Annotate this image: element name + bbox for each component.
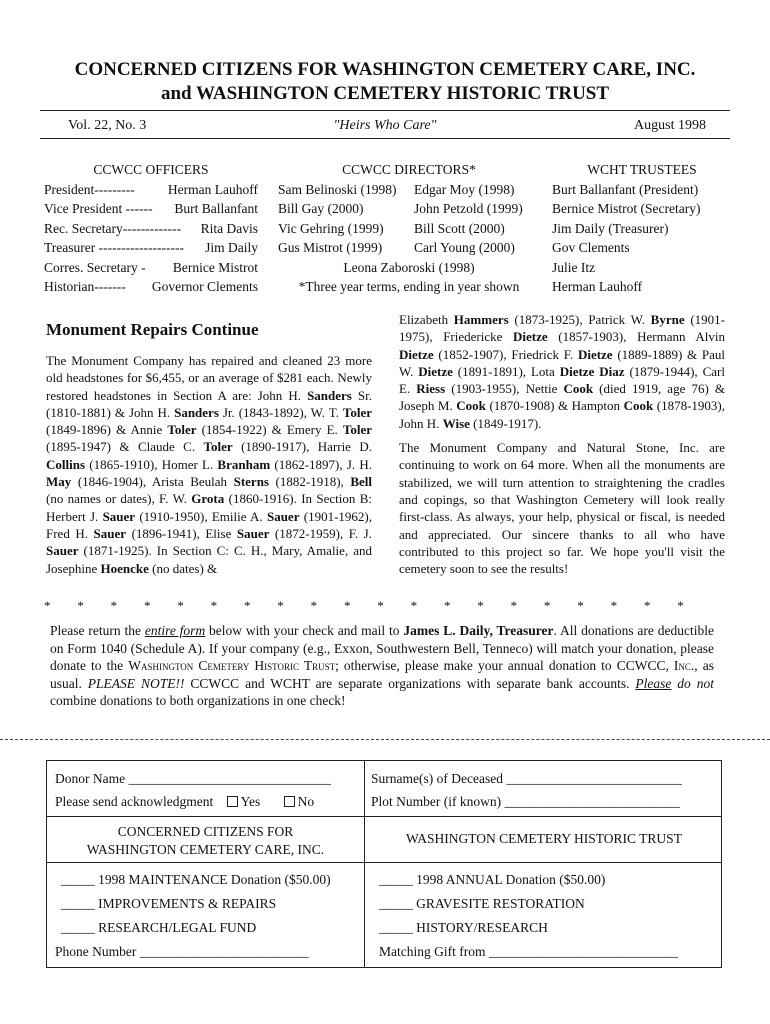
text-run: (died 1919, age 76) & Joseph M.: [399, 381, 725, 414]
text-run: (1870-1908) & Hampton: [485, 398, 624, 414]
italic-text: PLEASE NOTE!!: [87, 675, 185, 691]
history-research-option[interactable]: _____ HISTORY/RESEARCH: [379, 920, 548, 935]
small-caps-text: Washington Cemetery Historic Trust: [128, 658, 336, 673]
italic-text: do not: [671, 675, 714, 691]
officer-name: Bernice Mistrot: [172, 259, 258, 275]
bold-text: Toler: [342, 404, 373, 420]
separator-star: *: [310, 598, 318, 613]
separator-star: *: [443, 598, 451, 613]
text-run: (1901-1975), Friedericke: [399, 312, 725, 345]
ccwcc-heading-line1: CONCERNED CITIZENS FOR: [117, 824, 294, 839]
issue-date: August 1998: [634, 118, 706, 133]
bold-text: Dietze: [418, 363, 453, 379]
director-row: [278, 238, 540, 258]
text-run: CCWCC and WCHT are separate organizations with separate bank accounts.: [184, 675, 636, 691]
article-title: Monument Repairs Continue: [46, 320, 259, 339]
no-checkbox[interactable]: [284, 794, 315, 809]
plot-number-field[interactable]: Plot Number (if known) __________________________: [371, 794, 680, 809]
officer-role: Treasurer -------------------: [44, 240, 185, 255]
bold-text: Sanders: [174, 404, 219, 420]
text-run: (no dates) &: [148, 560, 218, 576]
meta-rule: [40, 138, 730, 139]
separator-star: *: [277, 598, 284, 613]
checkbox-icon: [284, 796, 295, 807]
article-paragraph: The Monument Company and Natural Stone, Inc. are continuing to work on 64 more. When all the monuments are stabilized, we will turn attention to straightening the cradles and copings, so that Washington Cemetery will look really first-class. As always, your help, physical or fiscal, is needed and appreciated. Our sincere thanks to all who have contributed to this project so far. We hope you'll visit the cemetery soon to see the results!: [399, 440, 725, 577]
phone-number-field[interactable]: Phone Number _________________________: [55, 944, 309, 959]
text-run: (1901-1962), Fred H.: [46, 508, 372, 541]
directors-column: [278, 160, 540, 297]
text-run: (1890-1917), Harrie D.: [232, 439, 373, 455]
text-run: (1849-1896) & Annie: [46, 422, 168, 438]
officer-row: [44, 219, 258, 239]
donation-notice: [50, 622, 714, 710]
bold-text: Byrne: [650, 312, 685, 327]
separator-star: *: [410, 598, 418, 613]
director-name: Carl Young (2000): [414, 240, 515, 255]
director-name: Bill Gay (2000): [278, 201, 364, 216]
separator-star: *: [643, 598, 651, 613]
bold-text: Dietze: [513, 329, 548, 345]
trustee-name: Julie Itz: [552, 259, 596, 275]
officers-heading: CCWCC OFFICERS: [93, 162, 209, 177]
matching-gift-field[interactable]: Matching Gift from ____________________________: [379, 944, 678, 959]
article-column-2: [399, 311, 725, 584]
directors-heading: CCWCC DIRECTORS*: [342, 162, 476, 177]
text-run: (1860-1916). In Section B: Herbert J.: [46, 491, 372, 524]
officer-role: President---------: [44, 181, 135, 197]
bold-text: Sterns: [233, 474, 269, 490]
surname-field[interactable]: Surname(s) of Deceased __________________________: [371, 771, 682, 786]
text-run: (1903-1955), Nettie: [445, 381, 564, 397]
separator-star: *: [243, 598, 251, 613]
annual-donation-option[interactable]: _____ 1998 ANNUAL Donation ($50.00): [379, 872, 606, 887]
officer-row: [44, 238, 258, 258]
separator-star: *: [143, 598, 151, 613]
bold-text: Sauer: [46, 543, 79, 559]
improvements-option[interactable]: _____ IMPROVEMENTS & REPAIRS: [61, 896, 277, 911]
director-name: Edgar Moy (1998): [414, 181, 515, 197]
officer-name: Governor Clements: [151, 279, 258, 294]
separator-star: *: [577, 598, 584, 613]
text-run: (1852-1907), Friedrick F.: [433, 346, 578, 362]
text-run: , as usual.: [50, 658, 714, 691]
bold-text: Bell: [350, 474, 372, 490]
text-run: (1879-1944), Carl E.: [399, 363, 725, 397]
separator-star: *: [677, 598, 684, 613]
separator-star: *: [44, 598, 51, 613]
officer-role: Vice President ------: [44, 201, 153, 216]
ccwcc-heading: [47, 823, 364, 859]
bold-text: Toler: [167, 422, 197, 438]
yes-checkbox[interactable]: [227, 794, 261, 809]
officer-name: Jim Daily: [205, 240, 258, 255]
separator-star: *: [377, 598, 384, 613]
trustees-heading: WCHT TRUSTEES: [587, 162, 697, 177]
bold-text: Sanders: [307, 387, 352, 403]
text-run: (no names or dates), F. W.: [46, 491, 192, 507]
bold-text: Hoencke: [100, 560, 149, 576]
trustee-name: Jim Daily (Treasurer): [552, 220, 669, 236]
header-rule: [40, 110, 730, 111]
gravesite-restoration-option[interactable]: _____ GRAVESITE RESTORATION: [379, 896, 585, 911]
underlined-text: Please: [635, 675, 672, 691]
text-run: combine donations to both organizations in one check!: [50, 693, 346, 708]
separator-star: *: [210, 598, 218, 613]
bold-text: James L. Daily, Treasurer: [403, 623, 554, 638]
director-name: Vic Gehring (1999): [278, 220, 384, 236]
director-row: [278, 180, 540, 200]
title-line-2: and WASHINGTON CEMETERY HISTORIC TRUST: [160, 83, 610, 104]
separator-star: *: [510, 598, 518, 613]
text-run: The Monument Company has repaired and cleaned 23 more old headstones for $6,455, or an average of $281 each. Newly restored headstones in Section A are: John H.: [46, 353, 372, 403]
officers-column: [44, 160, 258, 297]
officer-name: Burt Ballanfant: [174, 201, 258, 216]
article-paragraph: [46, 352, 372, 577]
separator-star: *: [343, 598, 351, 613]
text-run: (1891-1891), Lota: [452, 363, 560, 379]
separator-star: *: [610, 598, 618, 613]
text-run: (1872-1959), F. J.: [269, 525, 372, 541]
text-run: (1873-1925), Patrick W.: [508, 312, 651, 327]
form-divider: [364, 761, 365, 967]
bold-text: Cook: [563, 381, 594, 397]
officer-name: Rita Davis: [200, 220, 258, 236]
text-run: Elizabeth: [399, 312, 454, 327]
text-run: (1896-1941), Elise: [126, 525, 237, 541]
officer-role: Historian-------: [44, 279, 126, 294]
trustee-name: Herman Lauhoff: [552, 279, 643, 294]
bold-text: Toler: [342, 422, 372, 438]
bold-text: Toler: [203, 439, 233, 455]
director-name: Gus Mistrot (1999): [278, 240, 383, 255]
checkbox-icon: [227, 796, 238, 807]
text-run: (1878-1903), John H.: [399, 398, 726, 431]
trustees-column: [552, 160, 732, 297]
text-run: (1854-1922) & Emery E.: [196, 422, 343, 438]
director-row: [278, 219, 540, 239]
text-run: (1849-1917).: [469, 415, 542, 431]
separator-star: *: [543, 598, 551, 613]
bold-text: Sauer: [236, 525, 270, 541]
trustee-name: Burt Ballanfant (President): [552, 181, 699, 197]
research-legal-option[interactable]: _____ RESEARCH/LEGAL FUND: [61, 920, 257, 935]
bold-text: Branham: [217, 456, 271, 472]
officer-row: [44, 199, 258, 219]
separator-star: *: [477, 598, 484, 613]
text-run: (1857-1903), Hermann Alvin: [547, 329, 725, 345]
no-label: No: [297, 794, 315, 809]
underlined-text: entire form: [144, 623, 206, 638]
text-run: (1889-1889) & Paul W.: [399, 346, 726, 379]
text-run: (1910-1950), Emilie A.: [135, 508, 267, 524]
form-rule: [47, 816, 721, 817]
director-name: Sam Belinoski (1998): [278, 181, 397, 197]
separator-star: *: [177, 598, 184, 613]
title-line-1: CONCERNED CITIZENS FOR WASHINGTON CEMETERY CARE, INC.: [74, 59, 696, 80]
bold-text: Grota: [191, 491, 225, 507]
bold-text: Collins: [46, 456, 86, 472]
text-run: (1865-1910), Homer L.: [85, 456, 218, 472]
text-run: (1846-1904), Arista Beulah: [71, 474, 234, 490]
text-run: (1862-1897), J. H.: [270, 456, 372, 472]
trustee-name: Gov Clements: [552, 240, 630, 255]
separator-star: *: [110, 598, 118, 613]
cut-line: [0, 739, 770, 740]
small-caps-text: Inc.: [673, 658, 695, 673]
donation-form: [46, 760, 722, 968]
bold-text: Wise: [442, 415, 470, 431]
volume-number: Vol. 22, No. 3: [68, 118, 147, 133]
separator-star: *: [77, 598, 84, 613]
acknowledgment-row: [55, 794, 314, 810]
bold-text: Sauer: [102, 508, 136, 524]
officer-role: Corres. Secretary -: [44, 259, 146, 275]
officer-row: [44, 258, 258, 278]
bold-text: Sauer: [266, 508, 300, 524]
wcht-heading: WASHINGTON CEMETERY HISTORIC TRUST: [406, 831, 682, 846]
bold-text: Riess: [416, 381, 446, 397]
maintenance-donation-option[interactable]: _____ 1998 MAINTENANCE Donation ($50.00): [61, 872, 331, 887]
ccwcc-heading-line2: WASHINGTON CEMETERY CARE, INC.: [86, 842, 325, 857]
text-run: Jr. (1843-1892), W. T.: [218, 404, 343, 420]
officer-row: [44, 180, 258, 200]
star-separator: [44, 598, 684, 614]
form-rule: [47, 862, 721, 863]
officer-name: Herman Lauhoff: [167, 181, 258, 197]
bold-text: May: [46, 474, 72, 490]
director-name: Bill Scott (2000): [414, 220, 505, 236]
text-run: below with your check and mail to: [205, 623, 404, 638]
text-run: Sr. (1810-1881) & John H.: [46, 387, 373, 420]
director-name: John Petzold (1999): [414, 201, 523, 216]
bold-text: Cook: [623, 398, 654, 414]
newsletter-motto: "Heirs Who Care": [333, 118, 437, 133]
text-run: . All donations are deductible on Form 1040 (Schedule A). If your company (e.g., Exxon, Southwestern Bell, Tenneco) will match your donation, please donate to the: [50, 623, 715, 673]
text-run: Please return the: [50, 623, 145, 638]
bold-text: Dietze Diaz: [559, 363, 625, 379]
text-run: (1882-1918),: [268, 474, 351, 490]
text-run: ; otherwise, please make your annual donation to CCWCC,: [335, 658, 674, 673]
bold-text: Hammers: [453, 312, 509, 327]
text-run: (1895-1947) & Claude C.: [46, 439, 204, 455]
bold-text: Cook: [456, 398, 486, 414]
directors-footnote: *Three year terms, ending in year shown: [298, 279, 520, 294]
officer-row: [44, 277, 258, 297]
bold-text: Sauer: [93, 525, 127, 541]
yes-label: Yes: [240, 794, 261, 809]
officer-role: Rec. Secretary-------------: [44, 220, 182, 236]
article-column-1: [46, 352, 372, 584]
bold-text: Dietze: [399, 346, 434, 362]
article-paragraph: [399, 311, 725, 432]
donor-name-field[interactable]: Donor Name ______________________________: [55, 771, 331, 786]
director-row: [278, 199, 540, 219]
trustee-name: Bernice Mistrot (Secretary): [552, 201, 701, 216]
acknowledgment-label: Please send acknowledgment: [55, 794, 214, 809]
director-last: Leona Zaboroski (1998): [343, 259, 475, 275]
bold-text: Dietze: [577, 346, 613, 362]
text-run: (1871-1925). In Section C: C. H., Mary, Amalie, and Josephine: [46, 543, 372, 576]
